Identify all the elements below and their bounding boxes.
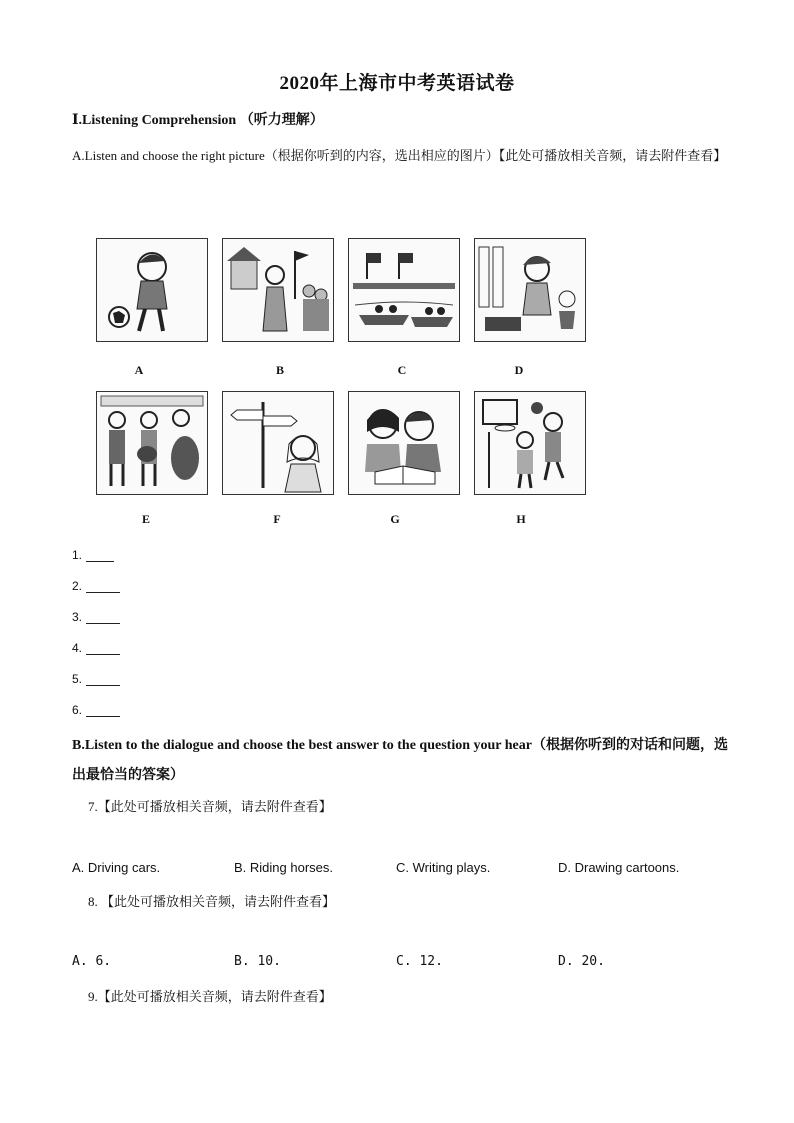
picture-label-d: D (514, 363, 524, 377)
picture-label-b: B (275, 363, 284, 377)
picture-label-c: C (397, 363, 407, 377)
q8-option-d[interactable]: D. 20. (558, 954, 605, 969)
answer-blank-4[interactable] (72, 641, 120, 655)
blank-number: 4. (72, 641, 83, 655)
question-8-prompt: 8. 【此处可播放相关音频，请去附件查看】 (88, 894, 336, 909)
picture-label-a: A (134, 363, 144, 377)
picture-b-tour-group[interactable] (222, 238, 334, 342)
blank-number: 2. (72, 579, 83, 593)
picture-label-h: H (516, 512, 526, 526)
blank-underline[interactable] (86, 642, 120, 655)
answer-blank-2[interactable] (72, 579, 120, 593)
question-9-prompt: 9.【此处可播放相关音频，请去附件查看】 (88, 989, 332, 1004)
picture-label-f: F (273, 512, 281, 526)
picture-d-gardening[interactable] (474, 238, 586, 342)
q7-option-c[interactable]: C. Writing plays. (396, 860, 491, 875)
q7-option-b[interactable]: B. Riding horses. (234, 860, 333, 875)
blank-number: 6. (72, 703, 83, 717)
section-heading-listening: Ⅰ.Listening Comprehension （听力理解） (72, 113, 324, 128)
answer-blank-3[interactable] (72, 610, 120, 624)
q7-option-d[interactable]: D. Drawing cartoons. (558, 860, 680, 875)
blank-underline[interactable] (86, 549, 114, 562)
question-7-prompt: 7.【此处可播放相关音频，请去附件查看】 (88, 799, 332, 814)
part-b-instruction: B.Listen to the dialogue and choose the best answer to the question your hear（根据你听到的对话和问题，选出最恰当的答案） (72, 738, 728, 783)
answer-blank-5[interactable] (72, 672, 120, 686)
picture-f-signpost[interactable] (222, 391, 334, 495)
blank-number: 3. (72, 610, 83, 624)
picture-label-e: E (141, 512, 150, 526)
picture-c-boat-race[interactable] (348, 238, 460, 342)
q8-option-a[interactable]: A. 6. (72, 954, 112, 969)
picture-h-basketball[interactable] (474, 391, 586, 495)
blank-number: 5. (72, 672, 83, 686)
blank-underline[interactable] (86, 580, 120, 593)
picture-a-boy-with-ball[interactable] (96, 238, 208, 342)
q8-option-c[interactable]: C. 12. (396, 954, 443, 969)
page-title: 2020年上海市中考英语试卷 (279, 73, 515, 94)
picture-label-g: G (390, 512, 400, 526)
blank-number: 1. (72, 548, 83, 562)
blank-underline[interactable] (86, 704, 120, 717)
q7-option-a[interactable]: A. Driving cars. (72, 860, 161, 875)
picture-e-band-playing[interactable] (96, 391, 208, 495)
answer-blank-1[interactable] (72, 548, 114, 562)
part-a-instruction: A.Listen and choose the right picture（根据你听到的内容，选出相应的图片）【此处可播放相关音频，请去附件查看】 (72, 148, 727, 163)
answer-blank-6[interactable] (72, 703, 120, 717)
blank-underline[interactable] (86, 611, 120, 624)
picture-g-reading-together[interactable] (348, 391, 460, 495)
q8-option-b[interactable]: B. 10. (234, 954, 281, 969)
blank-underline[interactable] (86, 673, 120, 686)
